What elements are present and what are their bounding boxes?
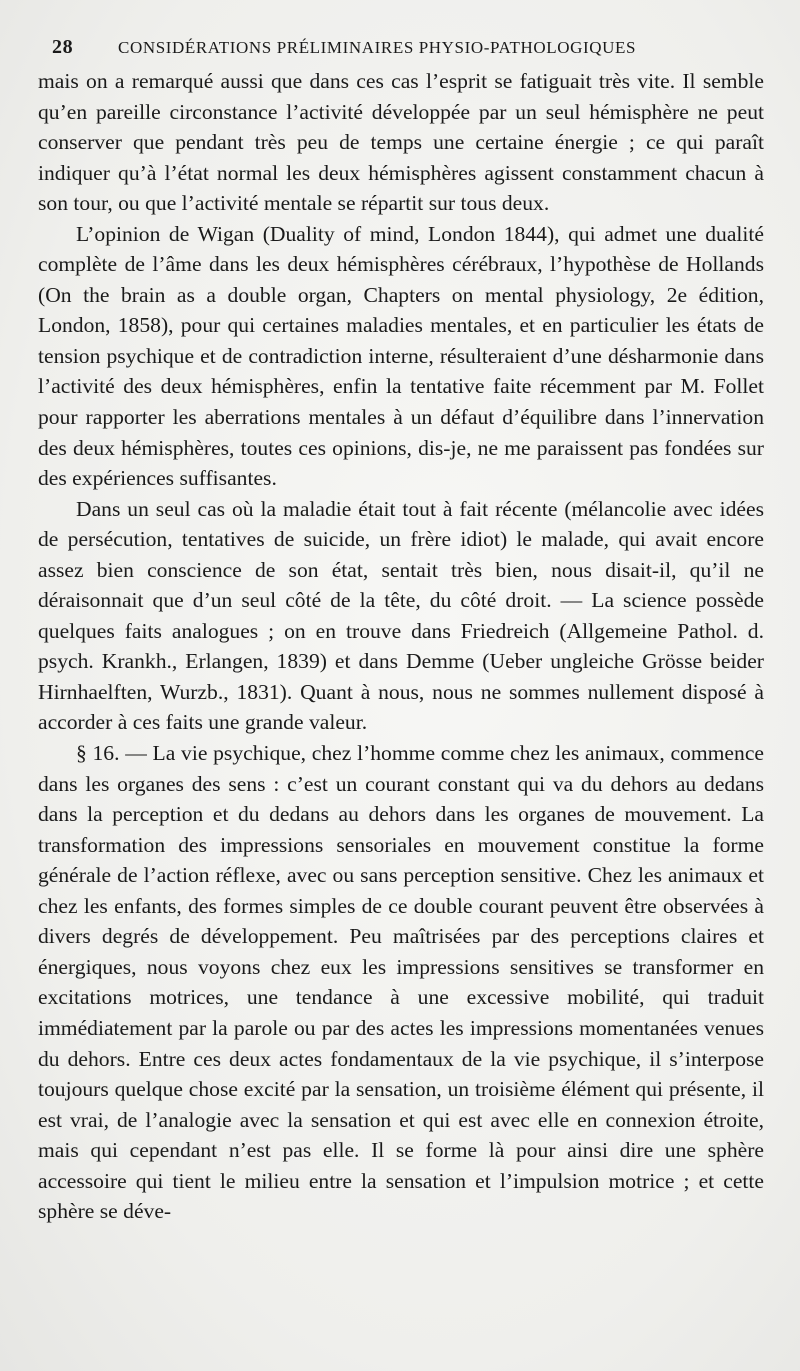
page-header: [52, 36, 764, 64]
body-text: [38, 66, 764, 1227]
running-head: CONSIDÉRATIONS PRÉLIMINAIRES PHYSIO-PATHOLOGIQUES: [118, 38, 637, 57]
paragraph-continuation: mais on a remarqué aussi que dans ces cas l’esprit se fatiguait très vite. Il semble qu’en pareille circonstance l’activité développée par un seul hémisphère ne peut conserver que pendant très peu de temps une certaine énergie ; ce qui paraît indiquer qu’à l’état normal les deux hémisphères agissent constamment chacun à son tour, ou que l’activité mentale se répartit sur tous deux.: [38, 69, 764, 216]
paragraph-section-16: § 16. — La vie psychique, chez l’homme comme chez les animaux, commence dans les organes des sens : c’est un courant constant qui va du dehors au dedans dans la perception et du dedans au dehors dans les organes de mouvement. La transformation des impressions sensoriales en mouvement constitue la forme générale de l’action réflexe, avec ou sans perception sensitive. Chez les animaux et chez les enfants, des formes simples de ce double courant peuvent être observées à divers degrés de développement. Peu maîtrisées par des perceptions claires et énergiques, nous voyons chez eux les impressions sensitives se transformer en excitations motrices, une tendance à une excessive mobilité, qui traduit immédiatement par la parole ou par des actes les impressions momentanées venues du dehors. Entre ces deux actes fondamentaux de la vie psychique, il s’interpose toujours quelque chose excité par la sensation, un troisième élément qui présente, il est vrai, de l’analogie avec la sensation et qui est avec elle en connexion étroite, mais qui cependant n’est pas elle. Il se forme là pour ainsi dire une sphère accessoire qui tient le milieu entre la sensation et l’impulsion motrice ; et cette sphère se déve-: [38, 741, 764, 1224]
page-number: 28: [52, 36, 74, 58]
paragraph-single-case: Dans un seul cas où la maladie était tout à fait récente (mélancolie avec idées de persécution, tentatives de suicide, un frère idiot) le malade, qui avait encore assez bien conscience de son état, sentait très bien, nous disait-il, qu’il ne déraisonnait que d’un seul côté de la tête, du côté droit. — La science possède quelques faits analogues ; on en trouve dans Friedreich (Allgemeine Pathol. d. psych. Krankh., Erlangen, 1839) et dans Demme (Ueber ungleiche Grösse beider Hirnhaelften, Wurzb., 1831). Quant à nous, nous ne sommes nullement disposé à accorder à ces faits une grande valeur.: [38, 496, 764, 735]
paragraph-wigan-opinion: L’opinion de Wigan (Duality of mind, London 1844), qui admet une dualité complète de l’âme dans les deux hémisphères cérébraux, l’hypothèse de Hollands (On the brain as a double organ, Chapters on mental physiology, 2e édition, London, 1858), pour qui certaines maladies mentales, et en particulier les états de tension psychique et de contradiction interne, résulteraient d’une désharmonie dans l’activité des deux hémisphères, enfin la tentative faite récemment par M. Follet pour rapporter les aberrations mentales à un défaut d’équilibre dans l’innervation des deux hémisphères, toutes ces opinions, dis-je, ne me paraissent pas fondées sur des expériences suffisantes.: [38, 221, 764, 491]
